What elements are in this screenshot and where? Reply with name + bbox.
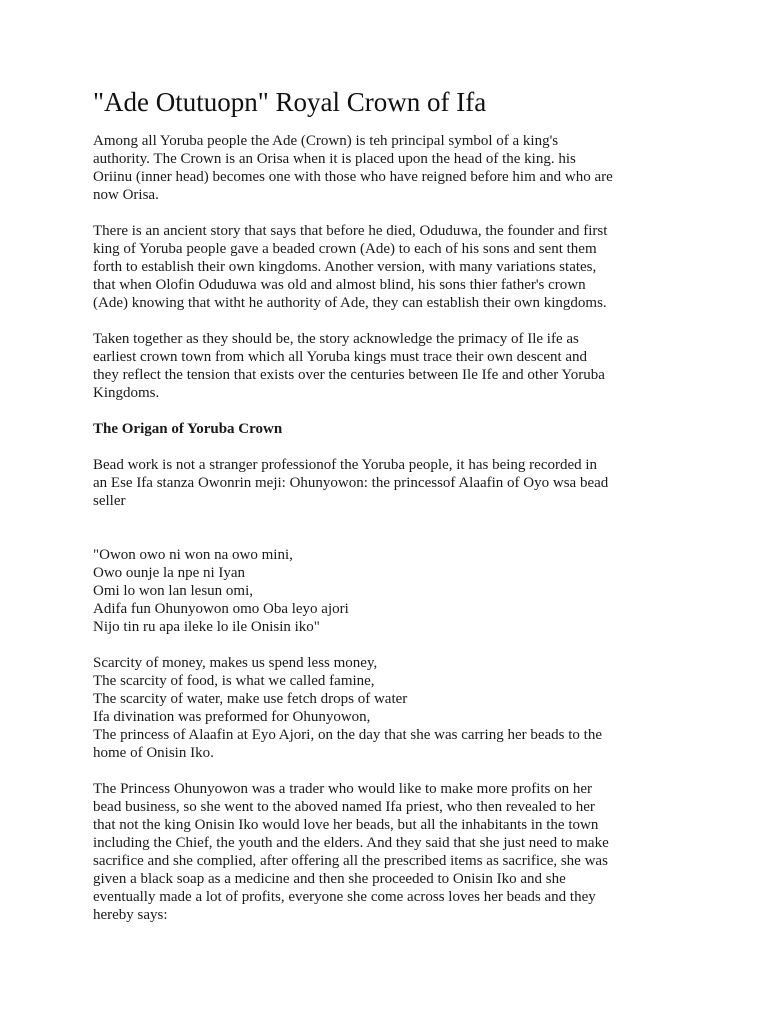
text-line: Taken together as they should be, the story acknowledge the primacy of Ile ife as [93,331,579,347]
verse-line: Omi lo won lan lesun omi, [93,583,253,599]
blank-line [93,528,693,546]
text-line: they reflect the tension that exists over the centuries between Ile Ife and other Yoruba [93,367,605,383]
text-line: now Orisa. [93,187,159,203]
text-line: Bead work is not a stranger professionof the Yoruba people, it has being recorded in [93,457,598,473]
verse-line: Nijo tin ru apa ileke lo ile Onisin iko" [93,619,320,635]
text-line: The Princess Ohunyowon was a trader who would like to make more profits on her [93,781,593,797]
paragraph-crown-symbol [93,132,693,204]
paragraph-princess-story [93,780,693,924]
text-line: There is an ancient story that says that before he died, Oduduwa, the founder and first [93,223,608,239]
paragraph-ile-ife [93,330,693,402]
text-line: bead business, so she went to the aboved named Ifa priest, who then revealed to her [93,799,595,815]
text-line: sacrifice and she complied, after offering all the prescribed items as sacrifice, she was [93,853,608,869]
text-line: given a black soap as a medicine and then she proceeded to Onisin Iko and she [93,871,566,887]
verse-line: home of Onisin Iko. [93,745,214,761]
text-line: that not the king Onisin Iko would love her beads, but all the inhabitants in the town [93,817,599,833]
document-page [93,84,693,942]
verse-line: The scarcity of food, is what we called famine, [93,673,375,689]
verse-yoruba [93,546,693,636]
paragraph-bead-work [93,456,693,510]
section-heading: The Origan of Yoruba Crown [93,421,283,437]
document-title: "Ade Otutuopn" Royal Crown of Ifa [93,87,487,117]
text-line: authority. The Crown is an Orisa when it is placed upon the head of the king. his [93,151,576,167]
text-line: that when Olofin Oduduwa was old and almost blind, his sons thier father's crown [93,277,586,293]
verse-line: The scarcity of water, make use fetch drops of water [93,691,408,707]
verse-translation [93,654,693,762]
text-line: Among all Yoruba people the Ade (Crown) is teh principal symbol of a king's [93,133,559,149]
text-line: king of Yoruba people gave a beaded crown (Ade) to each of his sons and sent them [93,241,597,257]
verse-line: Scarcity of money, makes us spend less money, [93,655,378,671]
verse-line: Ifa divination was preformed for Ohunyowon, [93,709,371,725]
text-line: hereby says: [93,907,168,923]
text-line: earliest crown town from which all Yoruba kings must trace their own descent and [93,349,588,365]
text-line: Kingdoms. [93,385,160,401]
verse-line: Owo ounje la npe ni Iyan [93,565,246,581]
verse-line: "Owon owo ni won na owo mini, [93,547,293,563]
text-line: an Ese Ifa stanza Owonrin meji: Ohunyowon: the princessof Alaafin of Oyo wsa bead [93,475,609,491]
text-line: Oriinu (inner head) becomes one with those who have reigned before him and who are [93,169,613,185]
verse-line: Adifa fun Ohunyowon omo Oba leyo ajori [93,601,349,617]
text-line: forth to establish their own kingdoms. Another version, with many variations states, [93,259,597,275]
verse-line: The princess of Alaafin at Eyo Ajori, on the day that she was carring her beads to the [93,727,603,743]
text-line: including the Chief, the youth and the elders. And they said that she just need to make [93,835,609,851]
paragraph-ancient-story [93,222,693,312]
text-line: (Ade) knowing that witht he authority of Ade, they can establish their own kingdoms. [93,295,607,311]
text-line: eventually made a lot of profits, everyone she come across loves her beads and they [93,889,596,905]
text-line: seller [93,493,126,509]
